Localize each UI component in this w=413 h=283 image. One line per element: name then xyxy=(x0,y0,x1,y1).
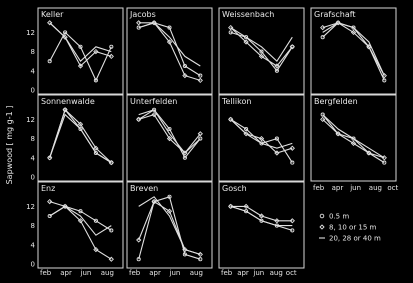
x-tick-label-float: oct xyxy=(387,184,399,192)
y-tick-label: 8 xyxy=(30,48,35,57)
panel-keller xyxy=(26,8,123,95)
x-tick-label: apr xyxy=(149,269,161,277)
x-tick-label: oct xyxy=(285,269,297,277)
panel-grafschaft xyxy=(311,8,396,94)
panel-tellikon xyxy=(219,95,304,181)
y-tick-label: 12 xyxy=(26,115,35,124)
x-tick-label: jun xyxy=(80,269,92,277)
y-tick-label: 0 xyxy=(30,260,35,269)
panel-frame xyxy=(219,95,304,181)
x-tick-label: aug xyxy=(269,269,283,277)
panel-breven xyxy=(127,182,212,268)
panel-title: Weissenbach xyxy=(222,10,275,19)
panel-frame xyxy=(38,182,123,268)
y-tick-label: 12 xyxy=(26,28,35,37)
panel-enz xyxy=(26,182,123,269)
x-tick-label: feb xyxy=(129,269,141,277)
x-tick-label: feb xyxy=(40,269,52,277)
legend-item xyxy=(320,224,377,232)
panel-sonnenwalde xyxy=(26,95,123,182)
panel-title: Unterfelden xyxy=(130,97,178,106)
x-tick-label-float: feb xyxy=(313,184,325,192)
panel-title: Jacobs xyxy=(130,10,156,19)
x-tick-label-float: aug xyxy=(368,184,382,192)
y-tick-label: 0 xyxy=(30,173,35,182)
legend-label: 20, 28 or 40 m xyxy=(329,234,381,243)
y-tick-label: 12 xyxy=(26,202,35,211)
x-tick-label: aug xyxy=(189,269,203,277)
y-axis-title: Sapwood [ mg g-1 ] xyxy=(5,105,14,185)
legend-diamond-marker xyxy=(320,225,324,229)
x-tick-label: feb xyxy=(221,269,233,277)
panel-title: Bergfelden xyxy=(314,97,358,106)
panel-jacobs xyxy=(127,8,212,94)
x-tick-label: jun xyxy=(253,269,265,277)
panel-gosch xyxy=(219,182,304,268)
x-tick-label: apr xyxy=(237,269,249,277)
y-tick-label: 4 xyxy=(30,154,35,163)
panel-title: Breven xyxy=(130,184,159,193)
panel-weissenbach xyxy=(219,8,304,94)
y-tick-label: 8 xyxy=(30,135,35,144)
panel-title: Sonnenwalde xyxy=(41,97,95,106)
panel-title: Enz xyxy=(41,184,56,193)
y-tick-label: 0 xyxy=(30,86,35,95)
y-tick-label: 4 xyxy=(30,241,35,250)
legend-item xyxy=(319,235,381,243)
legend-item xyxy=(320,213,349,221)
panel-frame xyxy=(219,182,304,268)
legend-label: 0.5 m xyxy=(329,212,350,221)
y-tick-label: 8 xyxy=(30,222,35,231)
panel-bergfelden xyxy=(311,95,396,181)
x-tick-label: apr xyxy=(60,269,72,277)
panel-frame xyxy=(38,95,123,181)
x-tick-label: jun xyxy=(169,269,181,277)
legend xyxy=(319,213,381,243)
y-tick-label: 4 xyxy=(30,67,35,76)
legend-label: 8, 10 or 15 m xyxy=(329,223,377,232)
panel-title: Keller xyxy=(41,10,64,19)
x-tick-label: aug xyxy=(100,269,114,277)
panel-title: Gosch xyxy=(222,184,247,193)
x-tick-label-float: jun xyxy=(350,184,362,192)
panel-title: Tellikon xyxy=(222,97,252,106)
panel-title: Grafschaft xyxy=(314,10,356,19)
x-tick-label-float: apr xyxy=(331,184,344,192)
panel-unterfelden xyxy=(127,95,212,181)
legend-circle-marker xyxy=(320,214,324,218)
